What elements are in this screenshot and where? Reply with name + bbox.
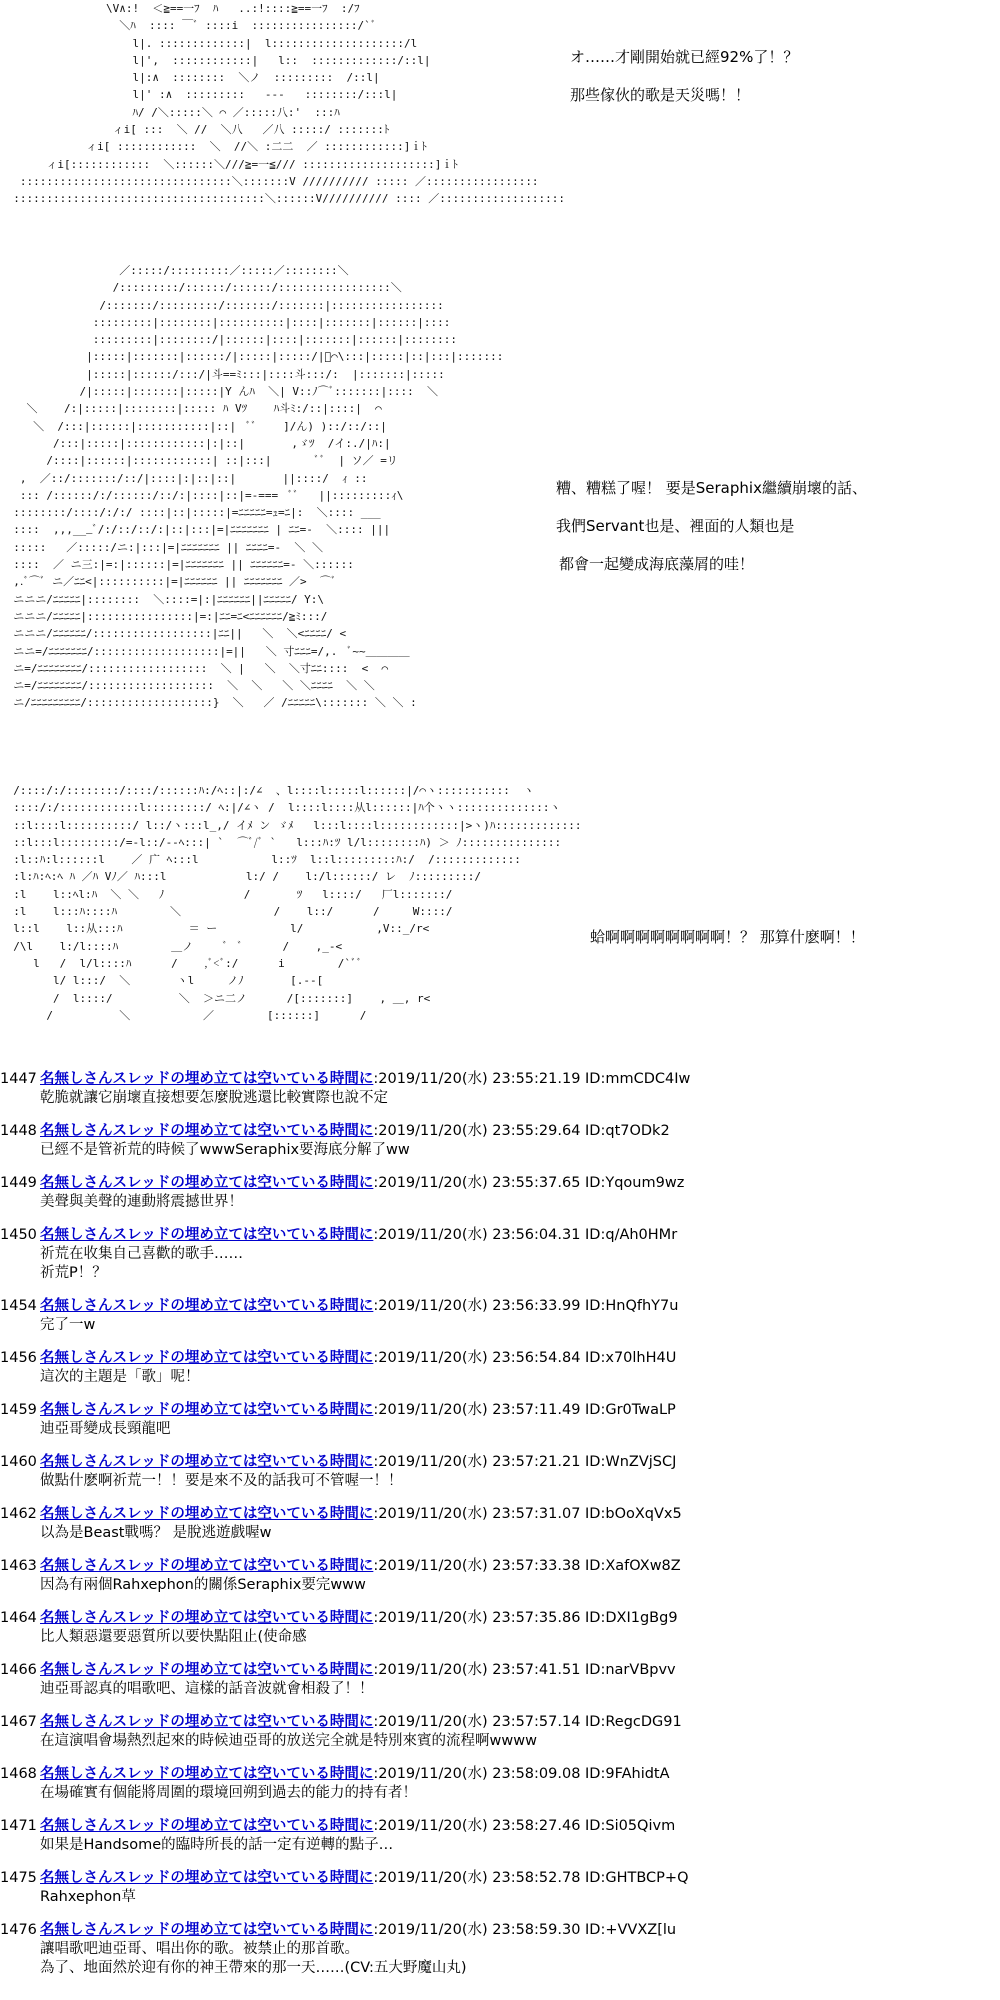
poster-name-link[interactable]: 名無しさんスレッドの埋め立ては空いている時間に [40, 1454, 374, 1470]
dialogue-line: 那些傢伙的歌是天災嗎！！ [570, 86, 751, 104]
post [0, 1349, 1000, 1401]
post-number: 1466 [0, 1662, 37, 1678]
post-body: 在這演唱會場熱烈起來的時候迪亞哥的放送完全就是特別來賓的流程啊wwww [40, 1733, 537, 1749]
ascii-art-line: ィi[:::::::::::: ＼::::::＼///≧=一≦/// ::::::::::::::::::::]ｉﾄ [0, 157, 458, 171]
ascii-art-line: ::: /::::::/:/::::::/::/:|::::|::|=-=== ﾞﾞ ||:::::::::ｨ\ [0, 488, 404, 502]
poster-name-link[interactable]: 名無しさんスレッドの埋め立ては空いている時間に [40, 1922, 374, 1938]
ascii-art-line: ::::::::::::::::::::::::::::::::::::::＼::::::V////////// :::: ／::::::::::::::::::: [0, 192, 566, 206]
post [0, 1869, 1000, 1921]
post-body: 祈荒在收集自己喜歡的歌手…… [40, 1246, 243, 1262]
ascii-art-line: ニニニ/ﾆﾆﾆﾆﾆﾆ/::::::::::::::::::|ﾆﾆ|| ＼ ＼<ﾆﾆﾆﾆ/ < [0, 627, 347, 641]
poster-name-link[interactable]: 名無しさんスレッドの埋め立ては空いている時間に [40, 1662, 374, 1678]
ascii-art-line: ニ=/ﾆﾆﾆﾆﾆﾆﾆﾆ/:::::::::::::::::: ＼ | ＼ ＼寸ﾆﾆ:::: < ⌒ [0, 661, 389, 675]
post [0, 1453, 1000, 1505]
dialogue-line: 蛤啊啊啊啊啊啊啊啊！？ 那算什麽啊！！ [590, 928, 865, 946]
ascii-art-line: :::::::::|::::::::|::::::::::|::::|:::::::|::::::|:::: [0, 315, 451, 329]
ascii-art-line: l|:∧ :::::::: ＼ノ ::::::::: /::l| [0, 71, 380, 85]
post [0, 1401, 1000, 1453]
post-number: 1463 [0, 1558, 37, 1574]
post-body: 為了、地面然於迎有你的神王帶來的那一天……(CV:五大野魔山丸) [40, 1960, 467, 1976]
ascii-art-line: ニニ=/ﾆﾆﾆﾆﾆﾆﾆ/:::::::::::::::::::|=|| ＼ 寸ﾆﾆﾆ=/,. ﾞ~~＿＿＿＿ [0, 644, 410, 658]
poster-name-link[interactable]: 名無しさんスレッドの埋め立ては空いている時間に [40, 1818, 374, 1834]
ascii-art-line: /::::|::::::|::::::::::::| ::|:::| ﾞﾞ | ソ／ =リ [0, 454, 398, 468]
post [0, 1765, 1000, 1817]
ascii-art-line: ::l:::l:::::::::/=-l::/--ﾍ:::| ` ⌒ﾞ/ﾞ ` l:::ﾊ:ﾂ l/l::::::::ﾊ) ＞ ﾉ::::::::::::::: [0, 835, 562, 849]
post-body: 完了一w [40, 1317, 96, 1333]
ascii-art-line: /:::::::::/::::::/::::::/:::::::::::::::::＼ [0, 281, 402, 295]
post-meta: :2019/11/20(水) 23:58:09.08 ID:9FAhidtA [373, 1766, 670, 1782]
poster-name-link[interactable]: 名無しさんスレッドの埋め立ては空いている時間に [40, 1506, 374, 1522]
ascii-art-line: ::::: ／:::::/ニ:|:::|=|ﾆﾆﾆﾆﾆﾆﾆ || ﾆﾆﾆﾆ=- ＼ ＼ [0, 540, 324, 554]
post-body: 讓唱歌吧迪亞哥、唱出你的歌。被禁止的那首歌。 [40, 1941, 359, 1957]
post-body: 以為是Beast戰嗎？ 是脫逃遊戲喔w [40, 1525, 272, 1541]
post [0, 1174, 1000, 1226]
ascii-art-line: ::::/:/::::::::::::l:::::::::/ ﾍ:|/∠ヽ / l::::l::::从l::::::|ﾊ个ヽヽ::::::::::::::ヽ [0, 801, 561, 815]
dialogue-line: 都會一起變成海底藻屑的哇！ [559, 555, 755, 573]
ascii-art-line: /:::|:::::|::::::::::::|:|::| ,ゞﾂ /イ:./|ﾊ:| [0, 436, 391, 450]
post [0, 1297, 1000, 1349]
post-body: 迪亞哥變成長頸龍吧 [40, 1421, 171, 1437]
post [0, 1070, 1000, 1122]
post-meta: :2019/11/20(水) 23:57:31.07 ID:bOoXqVx5 [373, 1506, 682, 1522]
ascii-art-panel-1 [0, 0, 620, 210]
ascii-art-line: ＼ /:|:::::|::::::::|::::: ﾊ Vﾂ ﾊ斗ﾐ:/::|::::| ⌒ [0, 402, 382, 416]
post-number: 1460 [0, 1454, 37, 1470]
post-body: 迪亞哥認真的唱歌吧、這樣的話音波就會相殺了！！ [40, 1681, 374, 1697]
ascii-art-panel-3 [0, 782, 620, 1037]
post-number: 1464 [0, 1610, 37, 1626]
ascii-art-line: ＼ﾊ :::: ￣ﾞ ::::i ::::::::::::::::/`ﾞ [0, 19, 377, 33]
ascii-art-line: :::: ,,,___ﾞ/:/::/::/:|::|:::|=|ﾆﾆﾆﾆﾆﾆﾆ | ﾆﾆ=- ＼:::: ||| [0, 523, 391, 537]
ascii-art-line: \V∧:! ＜≧==一ﾌ ﾊ ..:!::::≧==一ﾌ :/ﾌ [0, 2, 360, 15]
post-meta: :2019/11/20(水) 23:57:57.14 ID:RegcDG91 [373, 1714, 682, 1730]
poster-name-link[interactable]: 名無しさんスレッドの埋め立ては空いている時間に [40, 1610, 374, 1626]
ascii-art-line: l::l l::从:::ﾊ ＝ ー l/ ,V::_/r< [0, 922, 430, 936]
ascii-art-line: ニニニ/ﾆﾆﾆﾆﾆ|:::::::: ＼::::=|:|ﾆﾆﾆﾆﾆﾆ||ﾆﾆﾆﾆﾆ/ Y:\ [0, 592, 325, 606]
dialogue-line: オ……才剛開始就已經92%了！？ [570, 48, 799, 66]
post-body: 如果是Handsome的臨時所長的話一定有逆轉的點子… [40, 1837, 394, 1853]
post-body: 在場確實有個能將周圍的環境回朔到過去的能力的持有者！ [40, 1785, 417, 1801]
post-body: Rahxephon草 [40, 1889, 136, 1905]
post-body: 已經不是管祈荒的時候了wwwSeraphix要海底分解了ww [40, 1142, 410, 1158]
ascii-art-line: /\l l:/l::::ﾊ ＿ノ ﾞ ﾞ / ,_-< [0, 939, 343, 953]
post-list [0, 1070, 1000, 1992]
ascii-art-line: ニ=/ﾆﾆﾆﾆﾆﾆﾆﾆ/::::::::::::::::::: ＼ ＼ ＼ ＼ﾆﾆﾆﾆ ＼ ＼ [0, 679, 375, 693]
ascii-art-line: / l::::/ ＼ ＞ニ二ノ /[:::::::] , ＿, r< [0, 991, 431, 1005]
post [0, 1661, 1000, 1713]
poster-name-link[interactable]: 名無しさんスレッドの埋め立ては空いている時間に [40, 1298, 374, 1314]
poster-name-link[interactable]: 名無しさんスレッドの埋め立ては空いている時間に [40, 1402, 374, 1418]
ascii-art-line: :l::ﾊ:l::::::l ／ 广 ﾍ:::l l::ﾂ l::l:::::::::ﾊ:/ /::::::::::::: [0, 853, 521, 867]
post [0, 1122, 1000, 1174]
post [0, 1713, 1000, 1765]
poster-name-link[interactable]: 名無しさんスレッドの埋め立ては空いている時間に [40, 1123, 374, 1139]
ascii-art-line: ＼ /:::|::::::|:::::::::::|::| ﾞﾞ ]/ん) )::/::/::| [0, 419, 387, 433]
dialogue-line: 糟、糟糕了喔！ 要是Seraphix繼續崩壞的話、 [556, 479, 867, 497]
ascii-art-line: :::::::::|::::::::/|::::::|::::|:::::::|::::::|:::::::: [0, 333, 457, 347]
post-meta: :2019/11/20(水) 23:55:21.19 ID:mmCDC4Iw [373, 1071, 691, 1087]
post-number: 1448 [0, 1123, 37, 1139]
post [0, 1505, 1000, 1557]
post-meta: :2019/11/20(水) 23:58:27.46 ID:Si05Qivm [373, 1818, 676, 1834]
post [0, 1921, 1000, 1992]
post-body: 做點什麽啊祈荒一！！要是來不及的話我可不管喔一！！ [40, 1473, 403, 1489]
ascii-art-line: l / l/l::::ﾊ / ,ﾞ<ﾞ:/ i /`ﾞﾞ [0, 956, 362, 970]
poster-name-link[interactable]: 名無しさんスレッドの埋め立ては空いている時間に [40, 1714, 374, 1730]
post-body: 比人類惡還要惡質所以要快點阻止(使命感 [40, 1629, 307, 1645]
post-number: 1459 [0, 1402, 37, 1418]
ascii-art-line: ニニニ/ﾆﾆﾆﾆﾆ|::::::::::::::::|=:|ﾆﾆ=ﾆ<ﾆﾆﾆﾆﾆﾆ/≧ﾐ:::/ [0, 609, 328, 623]
post-meta: :2019/11/20(水) 23:58:59.30 ID:+VVXZ[lu [373, 1922, 677, 1938]
post [0, 1817, 1000, 1869]
ascii-art-line: /::::/:/::::::::/::::/::::::ﾊ:/ﾍ::|:/∠ 、l::::l:::::l::::::|/⌒ヽ::::::::::: ヽ [0, 784, 535, 797]
post [0, 1557, 1000, 1609]
poster-name-link[interactable]: 名無しさんスレッドの埋め立ては空いている時間に [40, 1350, 374, 1366]
post-number: 1476 [0, 1922, 37, 1938]
ascii-art-line: ,.ﾞ⌒ﾞ ニ／ﾆﾆ<|::::::::::|=|ﾆﾆﾆﾆﾆﾆ || ﾆﾆﾆﾆﾆﾆﾆ ／> ⌒ﾞ [0, 575, 337, 589]
ascii-art-line: ::::::::::::::::::::::::::::::::＼:::::::V ////////// ::::: ／::::::::::::::::: [0, 174, 539, 188]
post-meta: :2019/11/20(水) 23:56:54.84 ID:x70lhH4U [373, 1350, 677, 1366]
post-number: 1450 [0, 1227, 37, 1243]
post-number: 1449 [0, 1175, 37, 1191]
ascii-art-line: ／:::::/:::::::::／:::::／::::::::＼ [0, 264, 349, 277]
ascii-art-line: ﾊ/ /＼:::::＼ ⌒ ／:::::八:' :::ﾊ [0, 105, 340, 119]
post-body: 這次的主題是「歌」呢！ [40, 1369, 200, 1385]
post-meta: :2019/11/20(水) 23:57:35.86 ID:DXI1gBg9 [373, 1610, 678, 1626]
poster-name-link[interactable]: 名無しさんスレッドの埋め立ては空いている時間に [40, 1766, 374, 1782]
dialogue-1 [570, 38, 798, 114]
ascii-art-line: ::l::::l::::::::::/ l::/ヽ:::l_,/ イﾒ ン ゞﾒ l:::l::::l::::::::::::|>ヽ)ﾊ::::::::::::: [0, 818, 582, 832]
ascii-art-line: :l l:::ﾊ::::ﾊ ＼ / l::/ / W::::/ [0, 905, 453, 919]
poster-name-link[interactable]: 名無しさんスレッドの埋め立ては空いている時間に [40, 1175, 374, 1191]
post-body: 乾脆就讓它崩壞直接想要怎麼脫逃還比較實際也說不定 [40, 1090, 388, 1106]
post-body: 因為有兩個Rahxephon的關係Seraphix要完www [40, 1577, 366, 1593]
ascii-art-line: / ＼ ／ [::::::] / [0, 1008, 367, 1022]
post-meta: :2019/11/20(水) 23:56:04.31 ID:q/Ah0HMr [373, 1227, 678, 1243]
ascii-art-line: ィi[ ::: ＼ // ＼八 ／八 :::::/ :::::::ﾄ [0, 123, 390, 137]
ascii-art-line: l|', ::::::::::::| l:: :::::::::::::/::l| [0, 53, 431, 67]
ascii-art-line: :::: ／ ニ三:|=:|::::::|=|ﾆﾆﾆﾆﾆﾆﾆ || ﾆﾆﾆﾆﾆﾆ=- ＼:::::: [0, 558, 354, 572]
poster-name-link[interactable]: 名無しさんスレッドの埋め立ては空いている時間に [40, 1071, 374, 1087]
post-meta: :2019/11/20(水) 23:55:37.65 ID:Yqoum9wz [373, 1175, 685, 1191]
ascii-art-line: ニ/ﾆﾆﾆﾆﾆﾆﾆﾆﾆ/:::::::::::::::::::} ＼ ／ /ﾆﾆﾆﾆﾆ\::::::: ＼ ＼ : [0, 696, 417, 710]
ascii-art-line: l/ l:::/ ＼ ヽl ノﾉ [.-‐[ [0, 974, 324, 988]
poster-name-link[interactable]: 名無しさんスレッドの埋め立ては空いている時間に [40, 1227, 374, 1243]
post-number: 1468 [0, 1766, 37, 1782]
post-number: 1454 [0, 1298, 37, 1314]
dialogue-3 [590, 918, 865, 956]
post-body: 美聲與美聲的連動將震撼世界！ [40, 1194, 243, 1210]
ascii-art-line: |:::::|::::::/:::/|斗==ﾐ:::|::::斗:::/: |:::::::|::::: [0, 367, 445, 381]
dialogue-line: 我們Servant也是、裡面的人類也是 [556, 517, 795, 535]
dialogue-2 [556, 469, 867, 583]
ascii-art-line: ィi[ :::::::::::: ＼ //＼ :二二 ／ ::::::::::::]ｉﾄ [0, 140, 427, 154]
post-number: 1456 [0, 1350, 37, 1366]
post-number: 1467 [0, 1714, 37, 1730]
post-meta: :2019/11/20(水) 23:57:21.21 ID:WnZVjSCJ [373, 1454, 677, 1470]
ascii-art-line: l|' :∧ ::::::::: -‐- ::::::::/:::l| [0, 88, 398, 102]
ascii-art-line: |:::::|:::::::|::::::/|:::::|:::::/|ﾞ⌒\:::|:::::|::|:::|::::::: [0, 350, 504, 364]
ascii-art-line: l|. :::::::::::::| l::::::::::::::::::::/l [0, 36, 418, 50]
post-meta: :2019/11/20(水) 23:57:11.49 ID:Gr0TwaLP [373, 1402, 676, 1418]
ascii-art-line: /:::::::/:::::::::/:::::::/:::::::|::::::::::::::::: [0, 298, 444, 312]
ascii-art-line: :l:ﾊ:ﾍ:ﾍ ﾊ ／ﾊ Vﾉ／ ﾊ:::l l:/ / l:/l::::::/ レ ﾉ:::::::::/ [0, 870, 481, 884]
post [0, 1609, 1000, 1661]
post-body: 祈荒P！？ [40, 1265, 107, 1281]
post [0, 1226, 1000, 1297]
ascii-art-line: ::::::::/::::/:/:/ ::::|::|:::::|=ﾆﾆﾆﾆﾆ=ｭ=ﾆ|: ＼:::: ___ [0, 506, 381, 520]
post-meta: :2019/11/20(水) 23:58:52.78 ID:GHTBCP+Q [373, 1870, 689, 1886]
post-meta: :2019/11/20(水) 23:57:41.51 ID:narVBpvv [373, 1662, 676, 1678]
ascii-art-panel-2 [0, 262, 620, 740]
post-number: 1447 [0, 1071, 37, 1087]
post-number: 1471 [0, 1818, 37, 1834]
poster-name-link[interactable]: 名無しさんスレッドの埋め立ては空いている時間に [40, 1870, 374, 1886]
ascii-art-line: /|:::::|:::::::|:::::|Y んﾊ ＼| V::ﾉ⌒ﾞ:::::::|:::: ＼ [0, 385, 438, 399]
poster-name-link[interactable]: 名無しさんスレッドの埋め立ては空いている時間に [40, 1558, 374, 1574]
post-number: 1475 [0, 1870, 37, 1886]
post-number: 1462 [0, 1506, 37, 1522]
post-meta: :2019/11/20(水) 23:57:33.38 ID:XafOXw8Z [373, 1558, 681, 1574]
ascii-art-line: , ／::/:::::::/::/|::::|:|::|::| ||::::/ ｨ :: [0, 471, 368, 485]
post-meta: :2019/11/20(水) 23:55:29.64 ID:qt7ODk2 [373, 1123, 670, 1139]
ascii-art-line: :l l::ﾍl:ﾊ ＼ ＼ ﾉ / ﾂ l::::/ 厂l:::::::/ [0, 887, 453, 901]
post-meta: :2019/11/20(水) 23:56:33.99 ID:HnQfhY7u [373, 1298, 679, 1314]
